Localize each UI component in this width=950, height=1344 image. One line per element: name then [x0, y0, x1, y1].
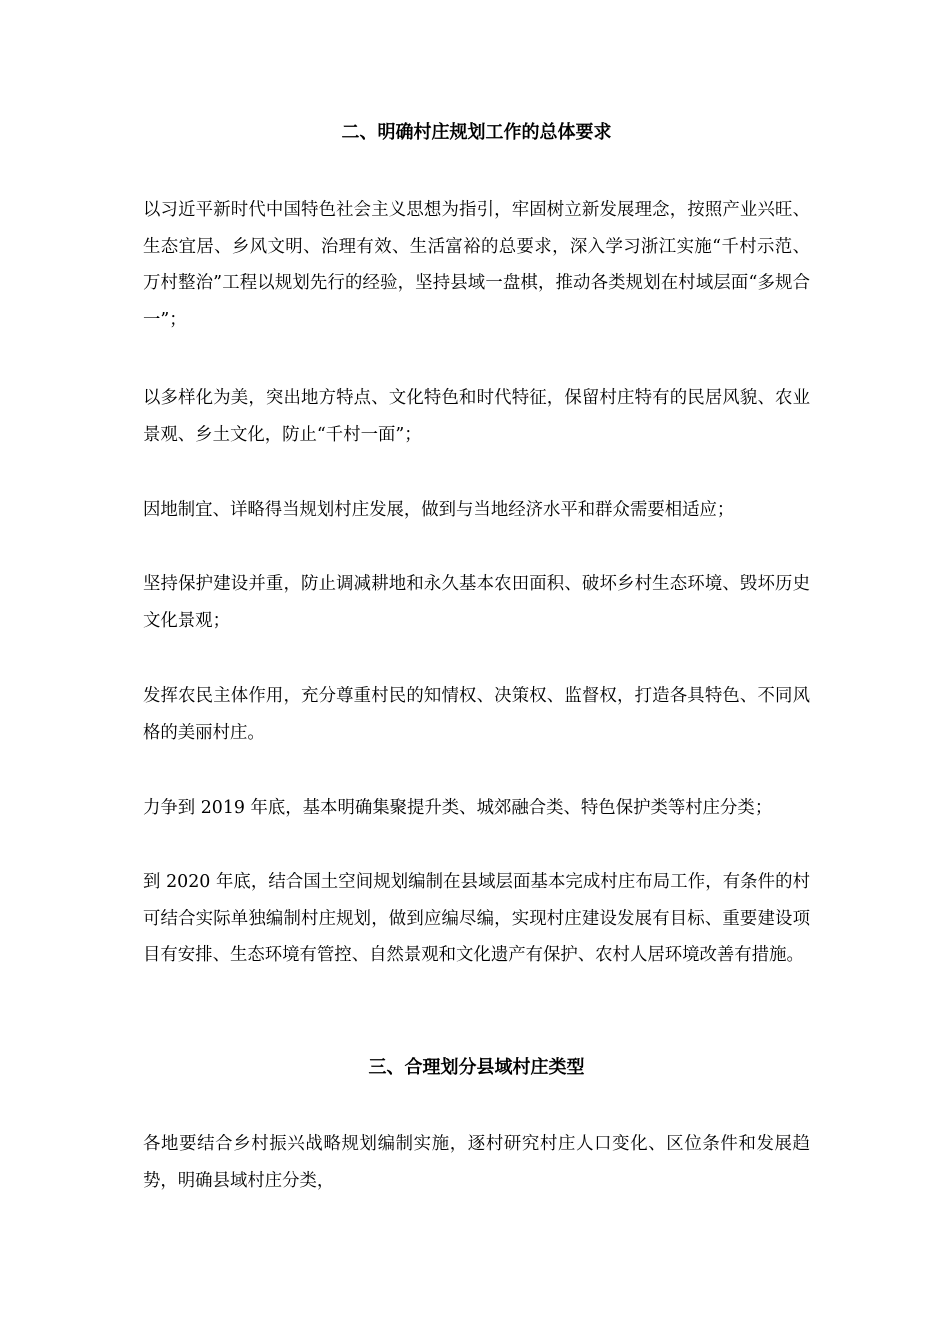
paragraph-guiding-principle: 以习近平新时代中国特色社会主义思想为指引，牢固树立新发展理念，按照产业兴旺、生态宜居、乡风文明、治理有效、生活富裕的总要求，深入学习浙江实施“千村示范、万村整治”工程以规划先行的经验，坚持县域一盘棋，推动各类规划在村域层面“多规合一”；: [143, 200, 810, 330]
paragraph-diversity: 以多样化为美，突出地方特点、文化特色和时代特征，保留村庄特有的民居风貌、农业景观、乡土文化，防止“千村一面”；: [143, 388, 810, 445]
paragraph-2020-goal: 到 2020 年底，结合国土空间规划编制在县域层面基本完成村庄布局工作，有条件的村可结合实际单独编制村庄规划，做到应编尽编，实现村庄建设发展有目标、重要建设项目有安排、生态环境有管控、自然景观和文化遗产有保护、农村人居环境改善有措施。: [143, 872, 810, 965]
paragraph-village-classification: 各地要结合乡村振兴战略规划编制实施，逐村研究村庄人口变化、区位条件和发展趋势，明确县域村庄分类，: [143, 1134, 810, 1191]
paragraph-farmer-role: 发挥农民主体作用，充分尊重村民的知情权、决策权、监督权，打造各具特色、不同风格的美丽村庄。: [143, 686, 810, 743]
section-heading-3: 三、合理划分县域村庄类型: [368, 1057, 585, 1078]
section-heading-2: 二、明确村庄规划工作的总体要求: [341, 122, 612, 143]
paragraph-2019-goal: 力争到 2019 年底，基本明确集聚提升类、城郊融合类、特色保护类等村庄分类；: [143, 798, 773, 818]
paragraph-local-conditions: 因地制宜、详略得当规划村庄发展，做到与当地经济水平和群众需要相适应；: [143, 500, 735, 520]
paragraph-protection: 坚持保护建设并重，防止调减耕地和永久基本农田面积、破坏乡村生态环境、毁坏历史文化景观；: [143, 574, 810, 631]
